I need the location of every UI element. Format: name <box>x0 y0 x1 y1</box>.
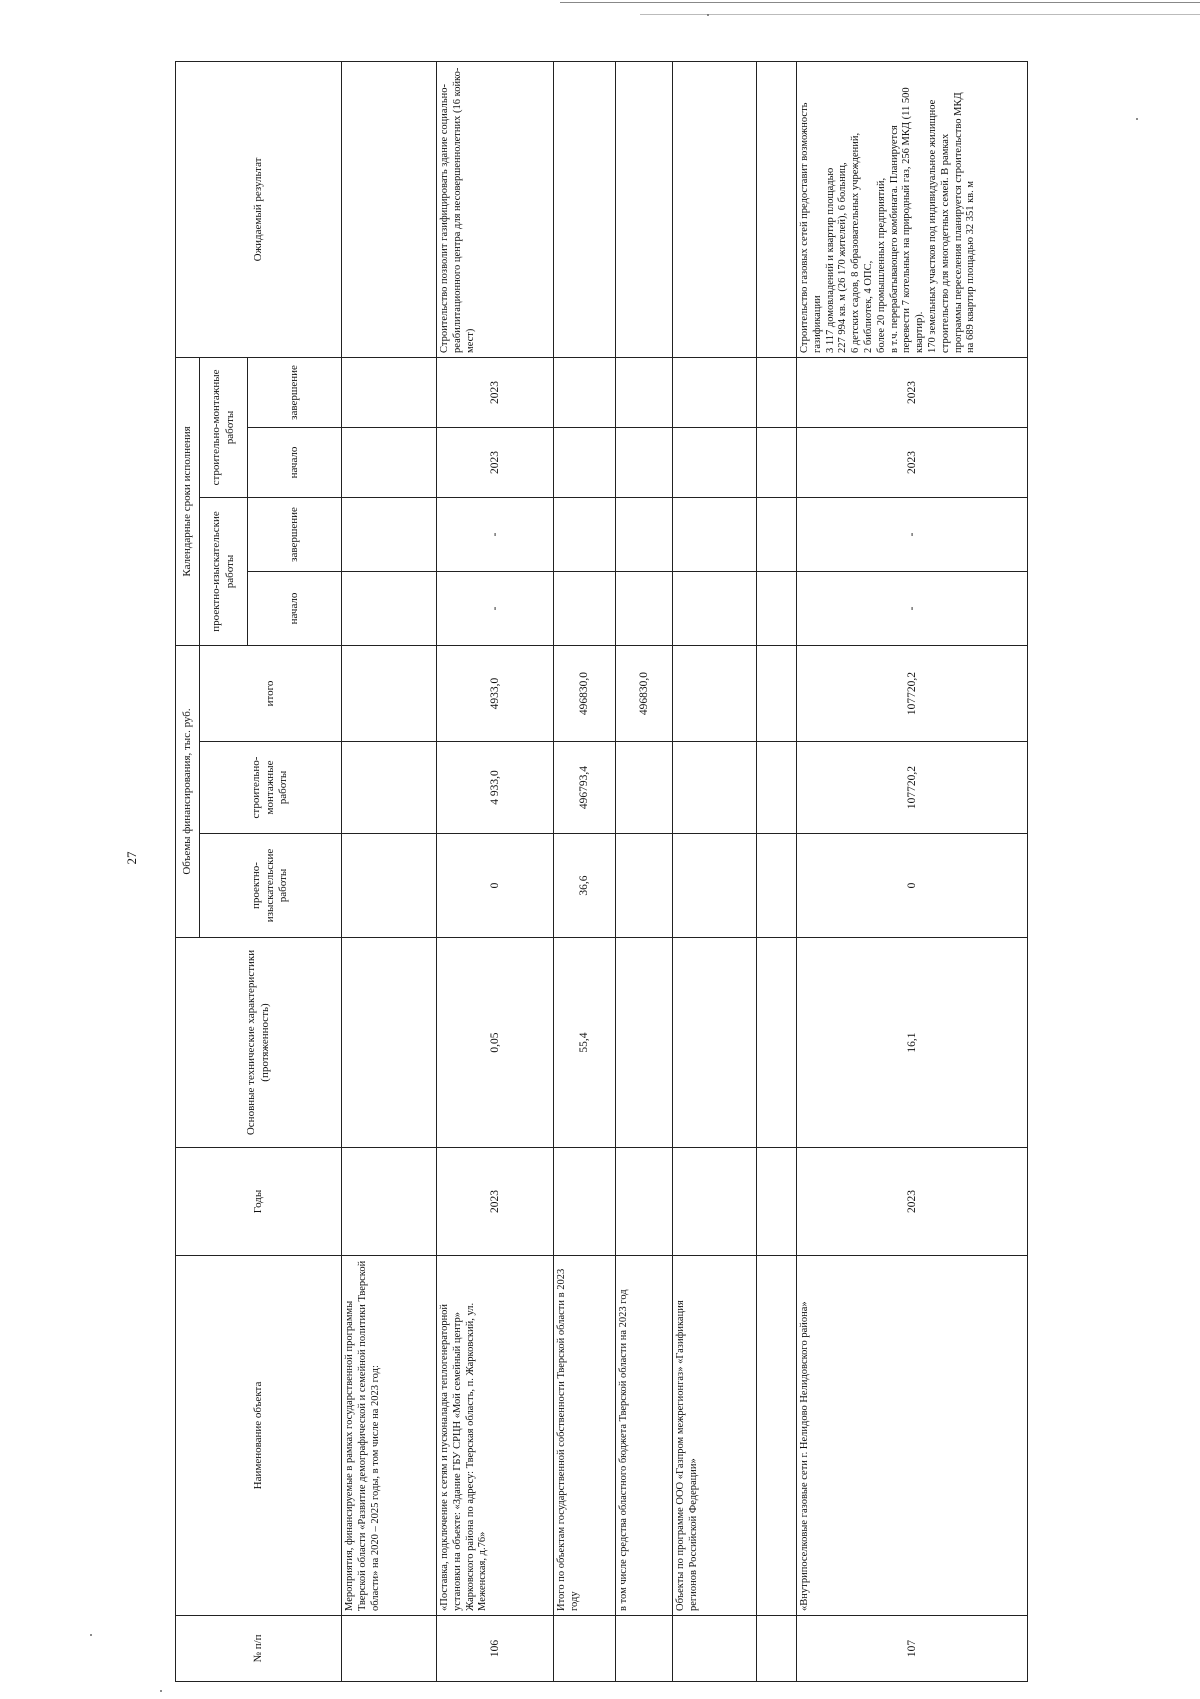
cell-design-end <box>673 497 757 571</box>
cell-num: 106 <box>437 1616 554 1682</box>
header-num: № п/п <box>176 1616 342 1682</box>
cell-design-end <box>616 497 673 571</box>
cell-design: 36,6 <box>554 834 616 938</box>
cell-years: 2023 <box>797 1148 1028 1256</box>
cell-construction: 107720,2 <box>797 742 1028 834</box>
header-schedule-design: проектно-изыскательские работы <box>200 497 248 645</box>
cell-construction-start: 2023 <box>437 427 554 497</box>
cell-construction: 4 933,0 <box>437 742 554 834</box>
cell-construction: 496793,4 <box>554 742 616 834</box>
cell-design-start: - <box>797 571 1028 645</box>
cell-design-start <box>554 571 616 645</box>
cell-tech <box>342 938 437 1148</box>
table-row <box>554 61 616 1681</box>
cell-design-end: - <box>437 497 554 571</box>
cell-years <box>342 1148 437 1256</box>
cell-name: «Поставка, подключение к сетям и пусконаладка теплогенераторной установки на объекте: «Здание ГБУ СРЦН «Мой семейный центр» Жарковского района по адресу: Тверская область, п. Жарковский, ул. Меженская, д.76» <box>437 1256 554 1616</box>
cell-num <box>342 1616 437 1682</box>
header-construction-start: начало <box>248 427 342 497</box>
cell-years <box>757 1148 797 1256</box>
table-row <box>673 61 757 1681</box>
cell-design-end: - <box>797 497 1028 571</box>
cell-construction <box>342 742 437 834</box>
objects-table <box>175 61 1028 1682</box>
cell-total: 4933,0 <box>437 645 554 741</box>
cell-years <box>673 1148 757 1256</box>
cell-construction-start <box>554 427 616 497</box>
cell-design-start <box>757 571 797 645</box>
cell-design-start <box>616 571 673 645</box>
cell-construction <box>757 742 797 834</box>
table-row <box>437 61 554 1681</box>
cell-design-end <box>757 497 797 571</box>
cell-total: 107720,2 <box>797 645 1028 741</box>
cell-result <box>616 61 673 357</box>
cell-construction-end <box>554 357 616 427</box>
table-row <box>797 61 1028 1681</box>
cell-construction-start <box>673 427 757 497</box>
cell-total <box>342 645 437 741</box>
cell-design <box>673 834 757 938</box>
cell-result: Строительство позволит газифицировать здание социально-реабилитационного центра для несовершеннолетних (16 койко-мест) <box>437 61 554 357</box>
cell-num <box>757 1616 797 1682</box>
cell-design <box>342 834 437 938</box>
cell-design: 0 <box>797 834 1028 938</box>
cell-design-start <box>342 571 437 645</box>
cell-num <box>554 1616 616 1682</box>
header-years: Годы <box>176 1148 342 1256</box>
cell-tech <box>673 938 757 1148</box>
cell-num <box>673 1616 757 1682</box>
table-row <box>616 61 673 1681</box>
header-schedule: Календарные сроки исполнения <box>176 357 200 645</box>
cell-design: 0 <box>437 834 554 938</box>
cell-result <box>342 61 437 357</box>
header-tech: Основные технические характеристики (протяженность) <box>176 938 342 1148</box>
header-result: Ожидаемый результат <box>176 61 342 357</box>
cell-construction-start <box>757 427 797 497</box>
top-border-line-2 <box>640 14 1200 15</box>
cell-name: Итого по объектам государственной собственности Тверской области в 2023 году <box>554 1256 616 1616</box>
cell-total <box>757 645 797 741</box>
cell-tech <box>616 938 673 1148</box>
cell-design <box>616 834 673 938</box>
cell-design <box>757 834 797 938</box>
cell-construction-end: 2023 <box>797 357 1028 427</box>
cell-result <box>673 61 757 357</box>
header-construction-end: завершение <box>248 357 342 427</box>
cell-tech <box>757 938 797 1148</box>
cell-total: 496830,0 <box>616 645 673 741</box>
cell-construction-start: 2023 <box>797 427 1028 497</box>
cell-years: 2023 <box>437 1148 554 1256</box>
cell-total: 496830,0 <box>554 645 616 741</box>
cell-name: в том числе средства областного бюджета Тверской области на 2023 год <box>616 1256 673 1616</box>
rotated-table-wrapper <box>175 62 1027 1682</box>
cell-name: «Внутрипоселковые газовые сети г. Нелидово Нелидовского района» <box>797 1256 1028 1616</box>
cell-design-end <box>554 497 616 571</box>
cell-tech: 16,1 <box>797 938 1028 1148</box>
page-number: 27 <box>124 851 139 865</box>
scan-speck <box>1136 118 1138 120</box>
cell-num: 107 <box>797 1616 1028 1682</box>
cell-construction-end: 2023 <box>437 357 554 427</box>
cell-design-start <box>673 571 757 645</box>
cell-construction-end <box>342 357 437 427</box>
cell-construction-end <box>757 357 797 427</box>
cell-tech: 55,4 <box>554 938 616 1148</box>
cell-result: Строительство газовых сетей предоставит возможность газификации 3 117 домовладений и квартир площадью 227 994 кв. м (26 170 жителей), 6 больниц, 6 детских садов, 8 образовательных учреждений, 2 библиотек, 4 ОПС, более 20 промышленных предприятий, в т.ч. перерабатывающего комбината. Планируется перевести 7 котельных на природный газ, 256 МКД (11 500 квартир). 170 земельных участков под индивидуальное жилищное строительство для многодетных семей. В рамках программы переселения планируется строительство МКД на 689 квартир площадью 32 351 кв. м <box>797 61 1028 357</box>
cell-tech: 0,05 <box>437 938 554 1148</box>
scan-speck <box>90 1634 92 1636</box>
cell-construction-start <box>342 427 437 497</box>
cell-years <box>616 1148 673 1256</box>
cell-name: Мероприятия, финансируемые в рамках государственной программы Тверской области «Развитие демографической и семейной политики Тверской области» на 2020 – 2025 годы, в том числе на 2023 год: <box>342 1256 437 1616</box>
cell-num <box>616 1616 673 1682</box>
cell-design-end <box>342 497 437 571</box>
cell-construction <box>673 742 757 834</box>
cell-construction-end <box>616 357 673 427</box>
header-total: итого <box>200 645 342 741</box>
cell-construction-start <box>616 427 673 497</box>
cell-name: Объекты по программе ООО «Газпром межрегионгаз» «Газификация регионов Российской Федерации» <box>673 1256 757 1616</box>
header-schedule-construction: строительно-монтажные работы <box>200 357 248 497</box>
table-row <box>342 61 437 1681</box>
cell-years <box>554 1148 616 1256</box>
cell-construction-end <box>673 357 757 427</box>
header-design-work: проектно-изыскательские работы <box>200 834 342 938</box>
header-finance: Объемы финансирования, тыс. руб. <box>176 645 200 937</box>
table-row <box>757 61 797 1681</box>
cell-result <box>554 61 616 357</box>
cell-name <box>757 1256 797 1616</box>
cell-construction <box>616 742 673 834</box>
scan-speck <box>707 14 709 16</box>
header-design-start: начало <box>248 571 342 645</box>
cell-design-start: - <box>437 571 554 645</box>
top-border-line <box>560 2 1200 3</box>
cell-result <box>757 61 797 357</box>
header-construction-work: строительно-монтажные работы <box>200 742 342 834</box>
header-name: Наименование объекта <box>176 1256 342 1616</box>
cell-total <box>673 645 757 741</box>
scan-speck <box>160 1690 162 1692</box>
header-design-end: завершение <box>248 497 342 571</box>
